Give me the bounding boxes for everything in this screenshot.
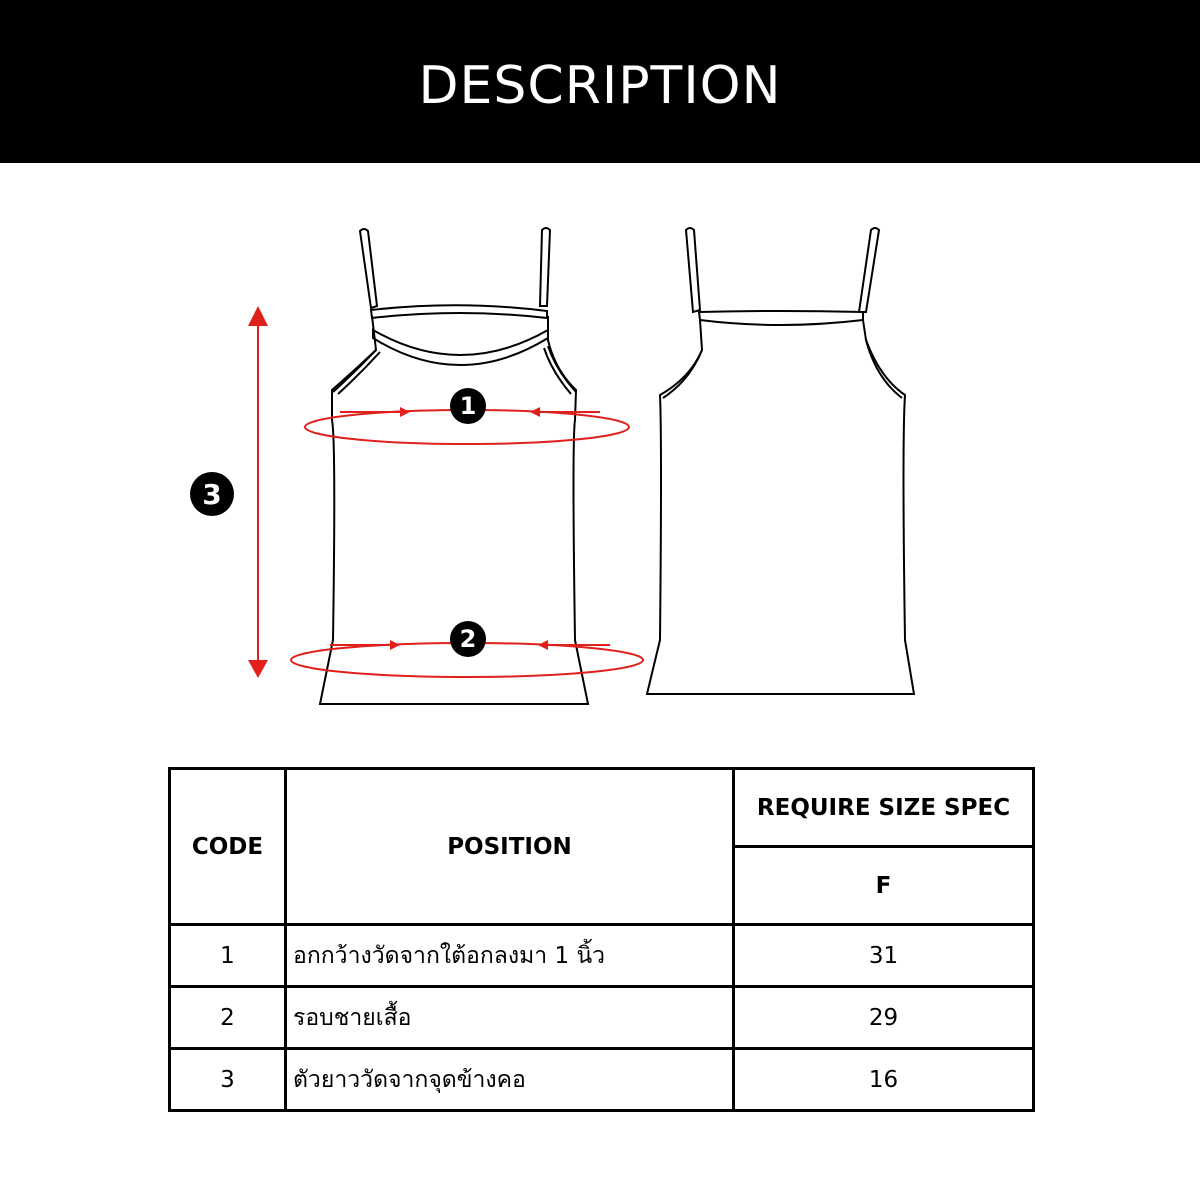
row-position: ตัวยาววัดจากจุดข้างคอ <box>286 1049 734 1111</box>
row-value: 16 <box>734 1049 1034 1111</box>
row-code: 3 <box>170 1049 286 1111</box>
header-position: POSITION <box>286 769 734 925</box>
size-spec-table <box>168 767 1035 1112</box>
row-code: 1 <box>170 925 286 987</box>
header-spec: REQUIRE SIZE SPEC <box>734 769 1034 847</box>
garment-illustration <box>0 163 1200 753</box>
header-code: CODE <box>170 769 286 925</box>
row-code: 2 <box>170 987 286 1049</box>
marker-2: 2 <box>450 621 486 657</box>
row-position: อกกว้างวัดจากใต้อกลงมา 1 นิ้ว <box>286 925 734 987</box>
table-row <box>170 987 1034 1049</box>
table-row <box>170 1049 1034 1111</box>
table-row <box>170 925 1034 987</box>
header-bar <box>0 0 1200 163</box>
marker-1: 1 <box>450 388 486 424</box>
garment-diagram <box>0 163 1200 753</box>
length-measurement <box>248 306 268 678</box>
back-view <box>647 228 914 694</box>
header-size-f: F <box>734 847 1034 925</box>
marker-3: 3 <box>190 472 234 516</box>
row-position: รอบชายเสื้อ <box>286 987 734 1049</box>
page-title: DESCRIPTION <box>418 55 782 116</box>
table-header-row <box>170 769 1034 847</box>
row-value: 31 <box>734 925 1034 987</box>
row-value: 29 <box>734 987 1034 1049</box>
